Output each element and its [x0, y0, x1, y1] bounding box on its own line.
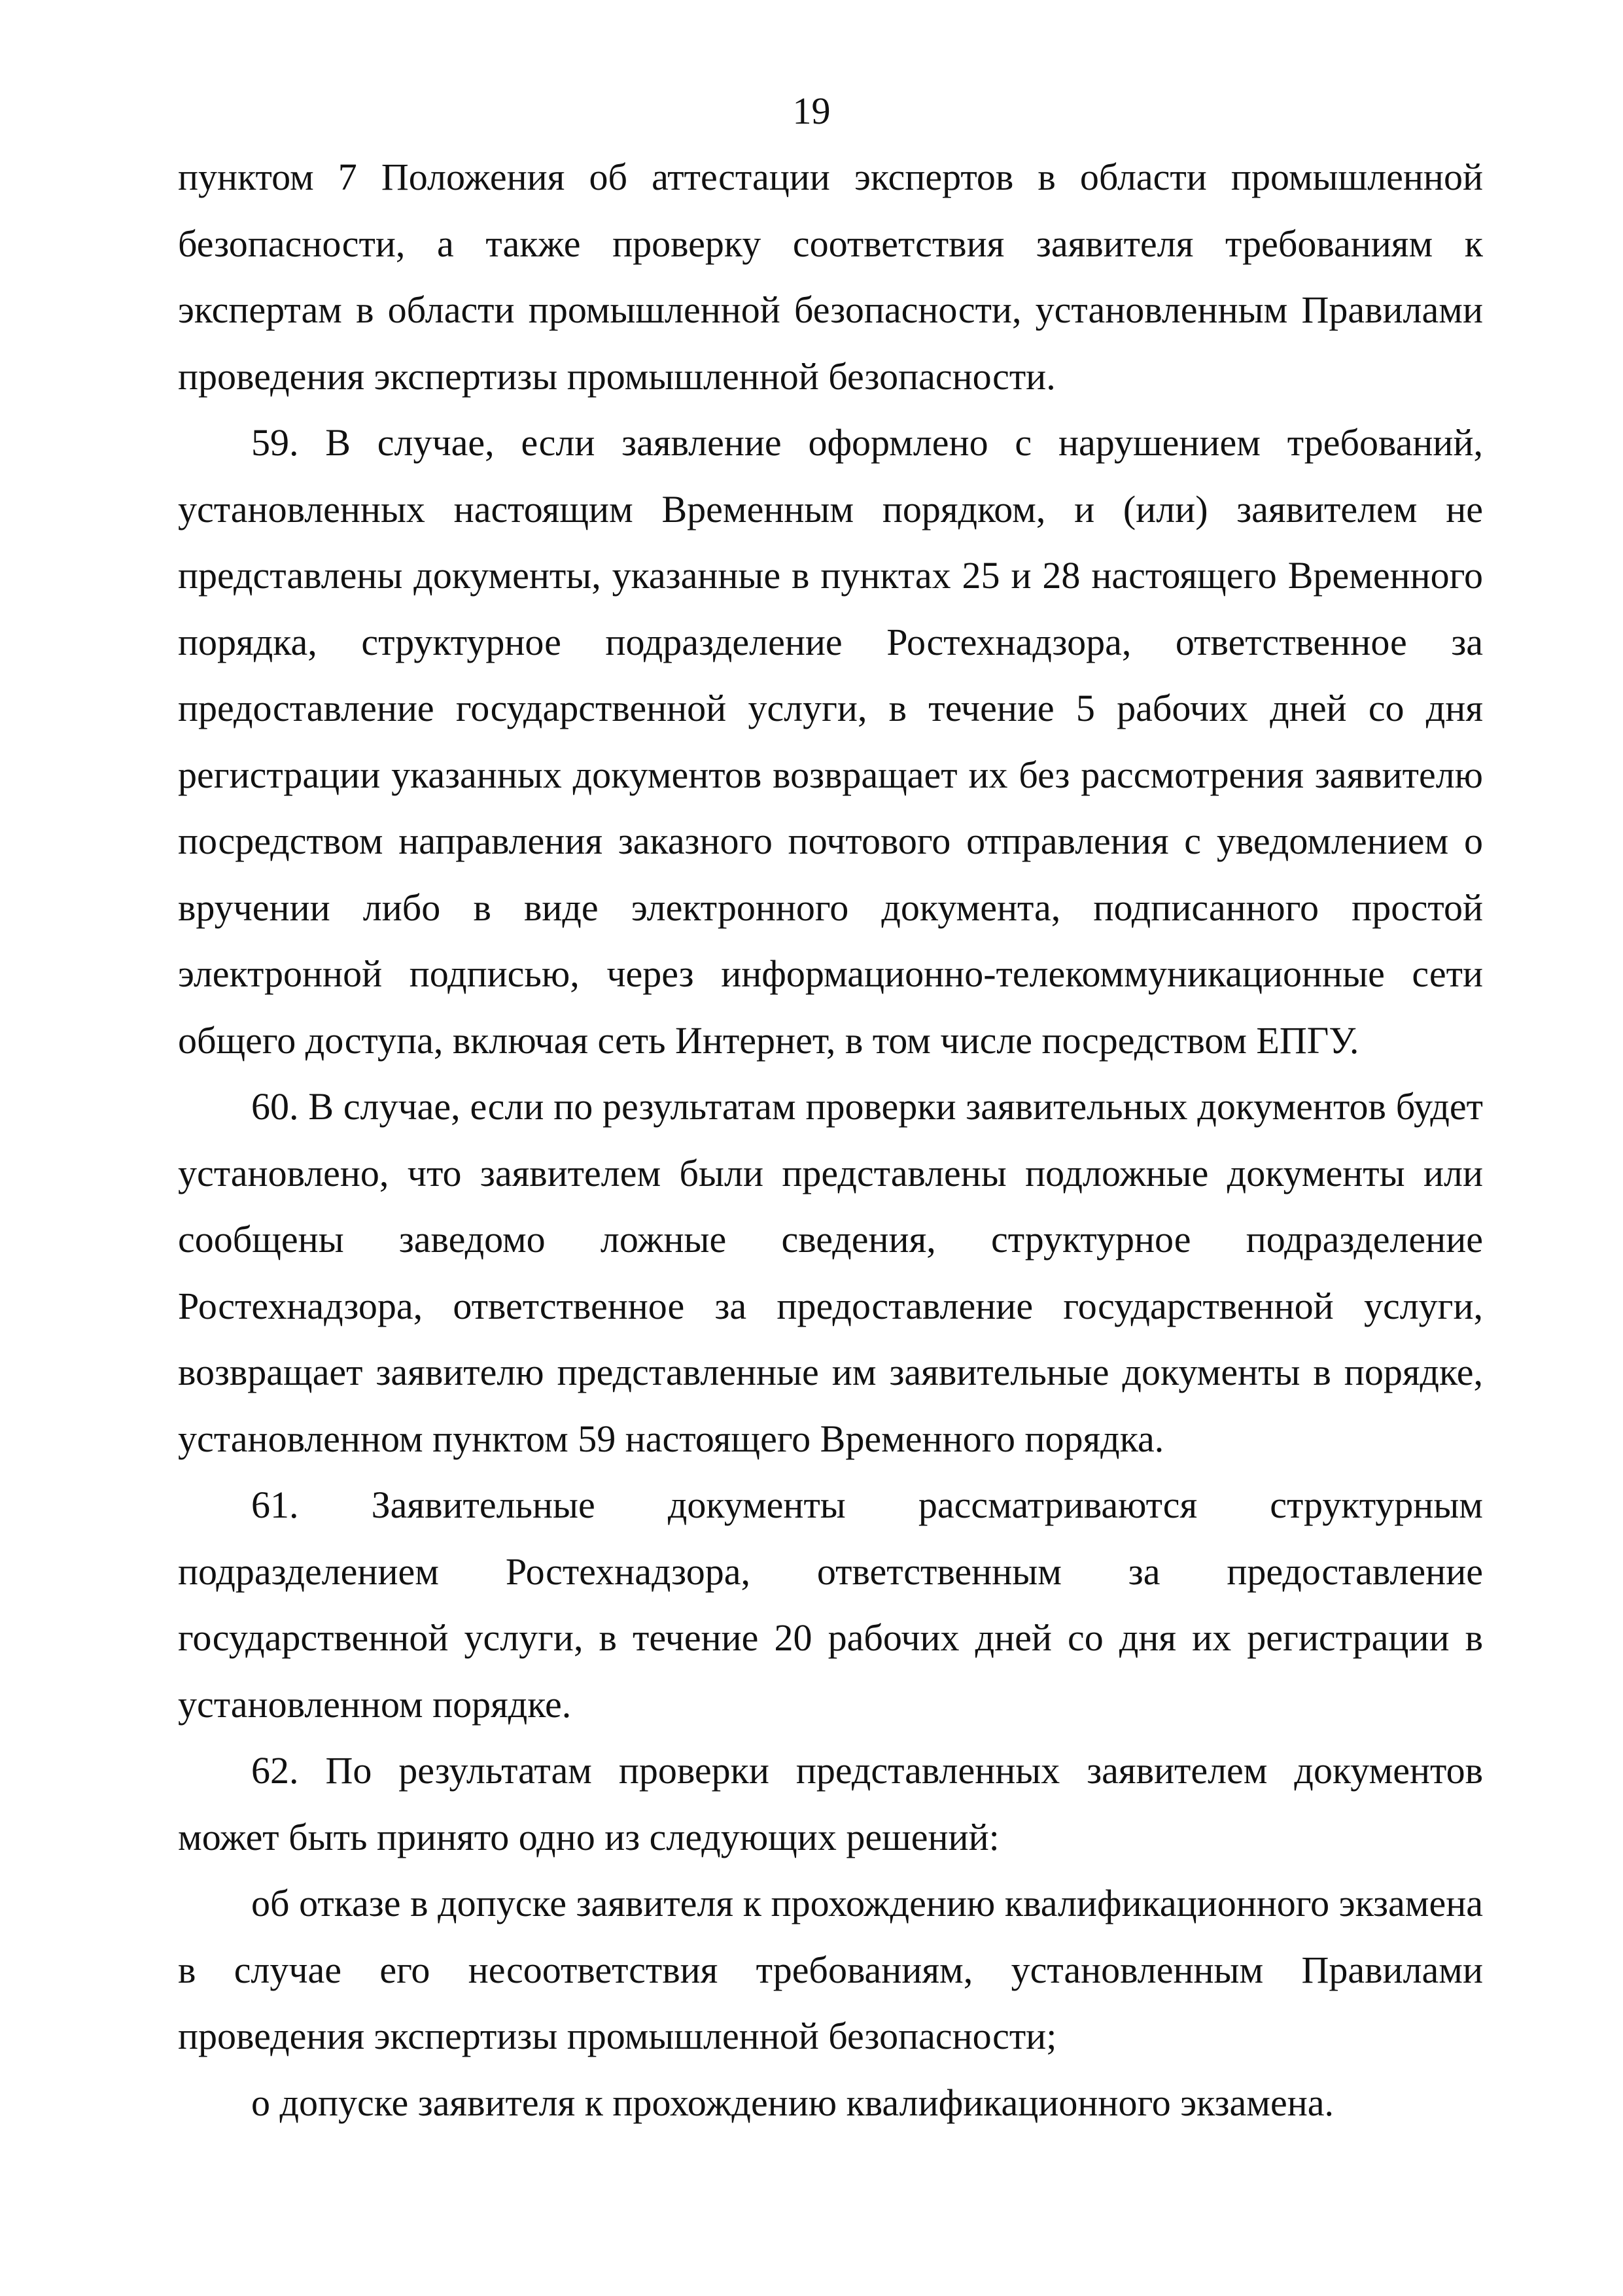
page-number: 19: [792, 90, 831, 132]
document-body: [178, 144, 1483, 2136]
decision-admission: о допуске заявителя к прохождению квалификационного экзамена.: [251, 2081, 1334, 2124]
paragraph-62: 62. По результатам проверки представленных заявителем документов может быть принято одно из следующих решений:: [178, 1749, 1483, 1858]
paragraph-60: 60. В случае, если по результатам проверки заявительных документов будет установлено, что заявителем были представлены подложные документы или сообщены заведомо ложные сведения, структурное подразделение Ростехнадзора, ответственное за предоставление государственной услуги, возвращает заявителю представленные им заявительные документы в порядке, установленном пунктом 59 настоящего Временного порядка.: [178, 1085, 1483, 1460]
paragraph-continuation: пунктом 7 Положения об аттестации экспертов в области промышленной безопасности, а также проверку соответствия заявителя требованиям к экспертам в области промышленной безопасности, установленным Правилами проведения экспертизы промышленной безопасности.: [178, 156, 1483, 398]
paragraph-59: 59. В случае, если заявление оформлено с нарушением требований, установленных настоящим Временным порядком, и (или) заявителем не представлены документы, указанные в пунктах 25 и 28 настоящего Временного порядка, структурное подразделение Ростехнадзора, ответственное за предоставление государственной услуги, в течение 5 рабочих дней со дня регистрации указанных документов возвращает их без рассмотрения заявителю посредством направления заказного почтового отправления с уведомлением о вручении либо в виде электронного документа, подписанного простой электронной подписью, через информационно-телекоммуникационные сети общего доступа, включая сеть Интернет, в том числе посредством ЕПГУ.: [178, 421, 1483, 1062]
decision-refusal: об отказе в допуске заявителя к прохождению квалификационного экзамена в случае его несоответствия требованиям, установленным Правилами проведения экспертизы промышленной безопасности;: [178, 1882, 1483, 2057]
paragraph-61: 61. Заявительные документы рассматриваются структурным подразделением Ростехнадзора, ответственным за предоставление государственной услуги, в течение 20 рабочих дней со дня их регистрации в установленном порядке.: [178, 1484, 1483, 1726]
